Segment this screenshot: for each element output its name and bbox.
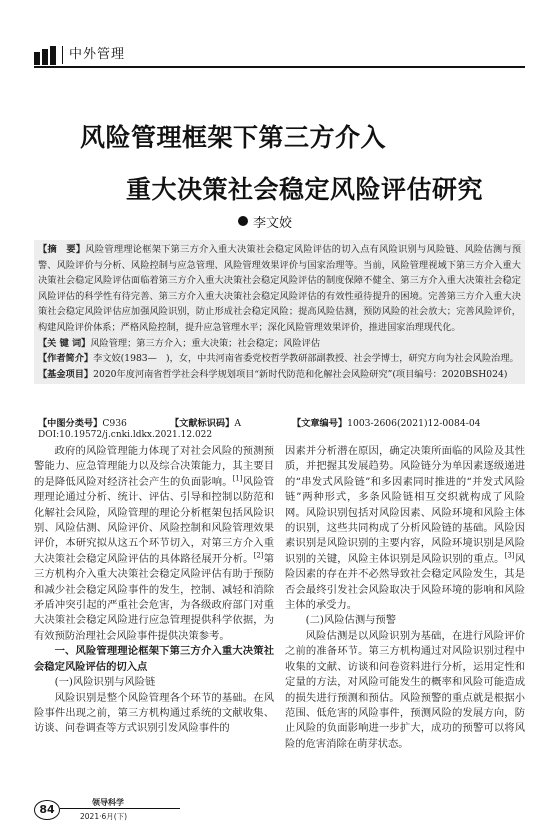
fund-paragraph	[38, 367, 521, 383]
abstract-paragraph	[38, 242, 521, 336]
citation-ref: [1]	[232, 474, 243, 483]
clc-label: 【中图分类号】	[38, 418, 103, 429]
doi-text: DOI:10.19572/j.cnki.ldkx.2021.12.022	[38, 430, 213, 440]
keywords-label: 【关 键 词】	[38, 337, 91, 349]
keywords-text: 风险管理；第三方介入；重大决策；社会稳定；风险评估	[90, 337, 321, 349]
body-column-right	[285, 444, 525, 752]
page-number: 84	[34, 800, 60, 820]
body-paragraph: 因素并分析潜在原因，确定决策所面临的风险及其性质，并把握其发展趋势。风险链分为单因素逐级递进的“串发式风险链”和多因素同时推进的“并发式风险链”两种形式，多条风险链相互交织就构成了风险网。风险识别包括对风险因素、风险环境和风险主体的识别，这些共同构成了分析风险链的基础。风险因素识别是风险识别的主要内容，风险环境识别是风险识别的关键，风险主体识别是风险识别的重点。[3]风险因素的存在并不必然导致社会稳定风险发生，其是否会最终引发社会风险取决于风险环境的影响和风险主体的承受力。	[285, 445, 526, 612]
clc-value: C936	[102, 418, 127, 429]
author-info-text: 李文姣(1983— )，女，中共河南省委党校哲学教研部副教授、社会学博士，研究方向为社会风险治理。	[93, 353, 519, 365]
article-number-value: 1003-2606(2021)12-0084-04	[347, 418, 481, 429]
keywords-paragraph	[38, 336, 521, 352]
author-name: 李文姣	[253, 216, 293, 231]
body-column-left	[34, 444, 274, 737]
citation-ref: [2]	[253, 551, 264, 560]
doc-code-label: 【文献标识码】	[170, 418, 235, 429]
body-paragraph: 风险估测是以风险识别为基础，在进行风险评价之前的准备环节。第三方机构通过对风险识别过程中收集的文献、访谈和问卷资料进行分析，运用定性和定量的方法，对风险可能发生的概率和风险可能造成的损失进行预测和预估。风险预警的重点就是根据小范围、低危害的风险事件，预测风险的发展方向，防止风险的负面影响进一步扩大，成功的预警可以将风险的危害消除在萌芽状态。	[285, 629, 525, 750]
section-label: 中外管理	[62, 46, 125, 64]
subsection-heading: (一)风险识别与风险链	[54, 676, 156, 689]
body-paragraph: 风险识别是整个风险管理各个环节的基础。在风险事件出现之前，第三方机构通过系统的文献收集、访谈、问卷调查等方式识别引发风险事件的	[34, 691, 274, 735]
journal-name: 领导科学	[92, 798, 124, 807]
section-bar-icon	[50, 46, 56, 65]
author-info-label: 【作者简介】	[38, 353, 94, 365]
subsection-heading: (二)风险估测与预警	[305, 614, 397, 627]
body-paragraph: 政府的风险管理能力体现了对社会风险的预测预警能力、应急管理能力以及综合决策能力，其主要目的是降低风险对经济社会产生的负面影响。[1]风险管理理论通过分析、统计、评估、引导和控制以防范和化解社会风险，风险管理的理论分析框架包括风险识别、风险估测、风险评价、风险控制和风险管理效果评价，本研究拟从这五个环节切入，对第三方介入重大决策社会稳定风险评估的具体路径展开分析。[2]第三方机构介入重大决策社会稳定风险评估有助于预防和减少社会稳定风险事件的发生，控制、减轻和消除矛盾冲突引起的严重社会危害，为各级政府部门对重大决策社会稳定风险进行应急管理提供科学依据，为有效预防治理社会风险事件提供决策参考。	[34, 445, 275, 642]
abstract-text: 风险管理理论框架下第三方介入重大决策社会稳定风险评估的切入点有风险识别与风险链、风险估测与预警、风险评价与分析、风险控制与应急管理、风险管理效果评价与国家治理等。当前，风险管理视域下第三方介入重大决策社会稳定风险评估面临着第三方介入重大决策社会稳定风险评估的制度保障不健全、第三方介入重大决策社会稳定风险评估的科学性有待完善、第三方介入重大决策社会稳定风险评估的有效性亟待提升的困境。完善第三方介入重大决策社会稳定风险评估应加强风险识别，防止形成社会稳定风险；提高风险估测，预防风险的社会放大；完善风险评价，构建风险评价体系；严格风险控制，提升应急管理水平；深化风险管理效果评价，推进国家治理现代化。	[38, 244, 522, 333]
issue-date: 2021·6月(下)	[80, 812, 128, 821]
section-heading: 一、风险管理理论框架下第三方介入重大决策社会稳定风险评估的切入点	[34, 645, 274, 673]
author-info-paragraph	[38, 351, 521, 367]
section-divider	[34, 66, 525, 68]
abstract-label: 【摘 要】	[38, 244, 86, 255]
article-title-line2: 重大决策社会稳定风险评估研究	[126, 175, 484, 204]
article-title-line1: 风险管理框架下第三方介入	[80, 123, 387, 152]
doc-code-value: A	[234, 418, 241, 429]
fund-label: 【基金项目】	[38, 368, 94, 380]
author-bullet-icon	[238, 216, 248, 226]
abstract-block	[34, 240, 525, 384]
section-bar-icon	[42, 49, 48, 65]
footer-rule	[60, 808, 180, 809]
article-number-label: 【文章编号】	[292, 418, 348, 429]
citation-ref: [3]	[504, 551, 515, 560]
section-bar-icon	[34, 52, 40, 65]
fund-text: 2020年度河南省哲学社会科学规划项目“新时代防范和化解社会风险研究”(项目编号：2020BSH024)	[93, 368, 508, 380]
